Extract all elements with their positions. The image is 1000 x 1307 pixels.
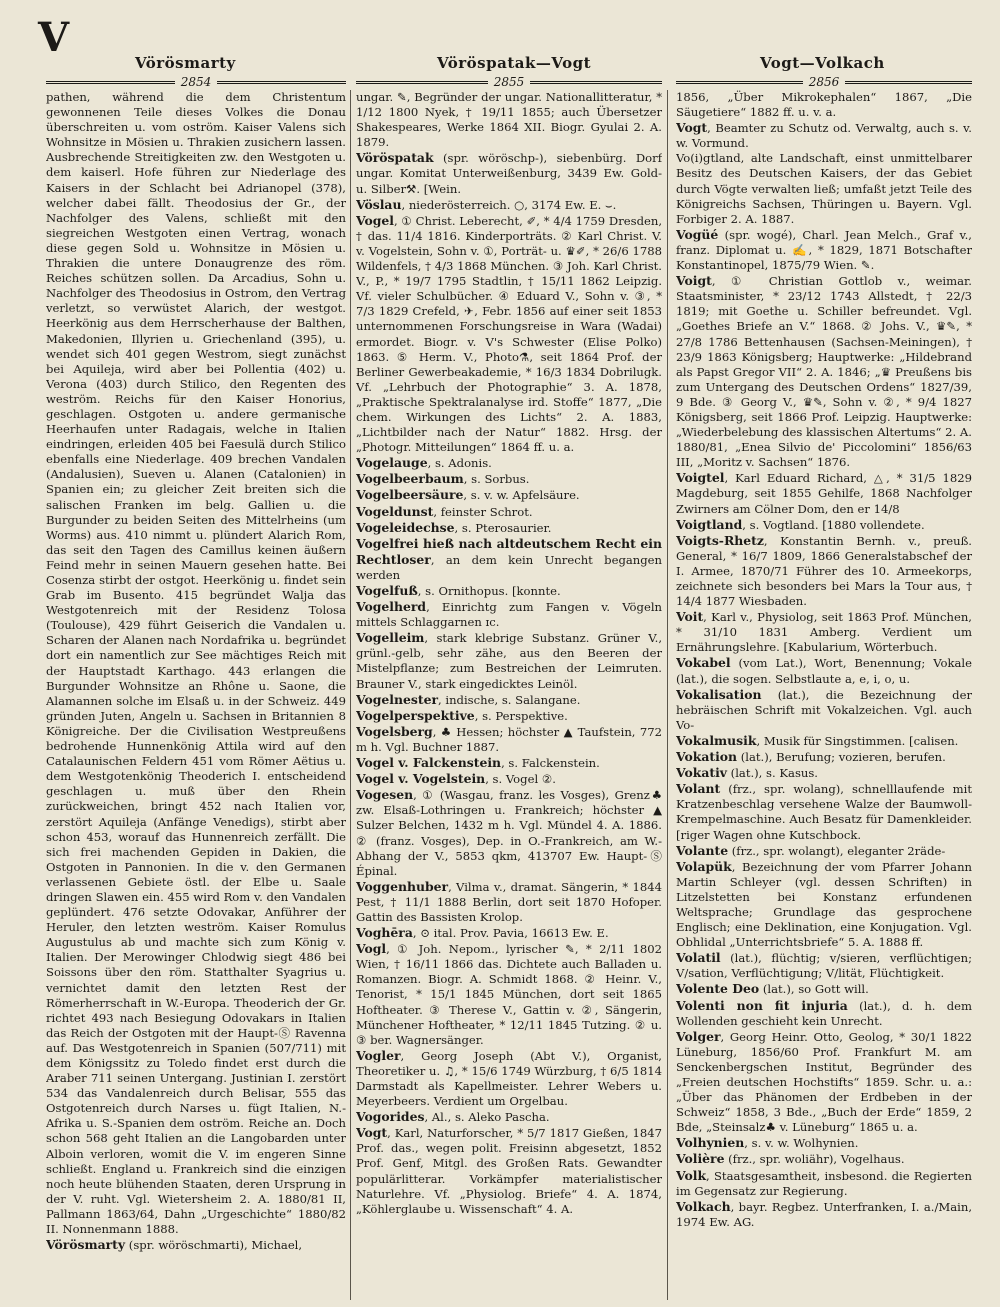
column-right	[676, 90, 972, 1300]
entry-headword: Vogelfrei hieß nach altdeutschem Recht ein Rechtloser	[356, 535, 662, 567]
entry-headword: Vokalisation	[676, 686, 762, 702]
dictionary-entry: Vo(i)gtland, alte Landschaft, einst unmittelbarer Besitz des Deutschen Kaisers, der das Gebiet durch Vögte verwalten ließ; umfaßt jetzt Teile des Königreichs Sachsen, Thüringen u. Bayern. Vgl. Forbiger 2. A. 1887.	[676, 151, 972, 226]
divider	[530, 81, 662, 84]
entry-headword: Vogel v. Falckenstein	[356, 755, 502, 771]
pagenum-right-row	[676, 74, 972, 90]
entry-headword: Volente Deo	[676, 981, 760, 997]
dictionary-entry: Vogelsberg, ♣ Hessen; höchster ▲ Taufstein, 772 m h. Vgl. Buchner 1887.	[356, 723, 662, 754]
dictionary-entry: Vokabel (vom Lat.), Wort, Benennung; Vokale (lat.), die sogen. Selbstlaute a, e, i, o, u.	[676, 655, 972, 686]
dictionary-entry: Vogelnester, indische, s. Salangane.	[356, 691, 581, 707]
dictionary-entry: Volhynien, s. v. w. Wolhynien.	[676, 1135, 859, 1151]
dictionary-entry: Volk, Staatsgesamtheit, insbesond. die Regierten im Gegensatz zur Regierung.	[676, 1167, 972, 1198]
divider	[356, 81, 488, 84]
entry-headword: Vogelherd	[356, 599, 427, 615]
section-letter: V	[38, 14, 70, 61]
dictionary-entry: Vokation (lat.), Berufung; vozieren, berufen.	[676, 749, 946, 765]
dictionary-entry: Vogl, ① Joh. Nepom., lyrischer ✎, * 2/11 1802 Wien, † 16/11 1866 das. Dichtete auch Balladen u. Romanzen. Biogr. A. Schmidt 1868. ② Heinr. V., Tenorist, * 15/1 1845 München, dort seit 1865 Hoftheater. ③ Therese V., Gattin v. ②, Sängerin, Münchener Hoftheater, * 12/11 1845 Tutzing. ② u. ③ ber. Wagnersänger.	[356, 941, 662, 1047]
dictionary-entry: Voggenhuber, Vilma v., dramat. Sängerin, * 1844 Pest, † 11/1 1888 Berlin, dort seit 1870 Hofoper. Gattin des Bassisten Krolop.	[356, 878, 662, 924]
dictionary-entry: Vogeldunst, feinster Schrot.	[356, 503, 533, 519]
divider	[845, 81, 972, 84]
dictionary-entry: Vogelleim, stark klebrige Substanz. Grüner V., grünl.-gelb, sehr zähe, aus den Beeren der Mistelpflanze; zum Bestreichen der Leimruten. Brauner V., stark eingedicktes Leinöl.	[356, 630, 662, 691]
dictionary-entry: Vogesen, ① (Wasgau, franz. les Vosges), Grenz♣ zw. Elsaß-Lothringen u. Frankreich; höchster ▲ Sulzer Belchen, 1432 m h. Vgl. Mündel 4. A. 1886. ② (franz. Vosges), Dep. in O.-Frankreich, am W.-Abhang der V., 5853 qkm, 413707 Ew. Haupt-Ⓢ Épinal.	[356, 787, 662, 878]
entry-headword: Voigtland	[676, 516, 743, 532]
header-center: Vöröspatak—Vogt	[437, 54, 592, 72]
entry-headword: Vörösmarty	[46, 1237, 126, 1253]
dictionary-entry: Vokalisation (lat.), die Bezeichnung der hebräischen Schrift mit Vokalzeichen. Vgl. auch Vo-	[676, 686, 972, 732]
entry-headword: Vokabel	[676, 655, 731, 671]
dictionary-entry: Vogelperspektive, s. Perspektive.	[356, 707, 568, 723]
dictionary-entry: Vogorides, Al., s. Aleko Pascha.	[356, 1109, 550, 1125]
header-left: Vörösmarty	[135, 54, 236, 72]
dictionary-entry: Vokativ (lat.), s. Kasus.	[676, 765, 818, 781]
dictionary-entry: Vogel, ① Christ. Leberecht, ✐, * 4/4 1759 Dresden, † das. 11/4 1816. Kinderporträts. ② Karl Christ. V. v. Vogelstein, Sohn v. ①, Porträt- u. ♛✐, * 26/6 1788 Wildenfels, † 4/3 1868 München. ③ Joh. Karl Christ. V., P., * 19/7 1795 Stadtlin, † 15/11 1862 Leipzig. Vf. vieler Schulbücher. ④ Eduard V., Sohn v. ③, * 7/3 1829 Crefeld, ✈, Febr. 1856 auf einer seit 1853 unternommenen Forschungsreise in Wara (Wadai) ermordet. Biogr. v. V's Schwester (Elise Polko) 1863. ⑤ Herm. V., Photo⚗, seit 1864 Prof. der Berliner Gewerbeakademie, * 16/3 1834 Dobrilugk. Vf. „Lehrbuch der Photographie“ 3. A. 1878, „Praktische Spektralanalyse ird. Stoffe“ 1877, „Die chem. Wirkungen des Lichts“ 2. A. 1883, „Lichtbilder nach der Natur“ 1882. Hrsg. der „Photogr. Mitteilungen“ 1864 ff. u. a.	[356, 212, 662, 455]
entry-headword: Volapük	[676, 858, 732, 874]
dictionary-entry: Volger, Georg Heinr. Otto, Geolog, * 30/1 1822 Lüneburg, 1856/60 Prof. Frankfurt M. am Senckenbergschen Institut, Begründer des „Freien deutschen Hochstifts“ 1859. Schr. u. a.: „Über das Phänomen der Erdbeben in der Schweiz“ 1858, 3 Bde., „Buch der Erde“ 1859, 2 Bde, „Steinsalz♣ v. Lüneburg“ 1865 u. a.	[676, 1028, 972, 1135]
entry-headword: Vöröspatak	[356, 150, 434, 166]
dictionary-entry: Vogel v. Falckenstein, s. Falckenstein.	[356, 755, 600, 771]
page-number-center: 2855	[493, 75, 525, 89]
dictionary-entry: Vogelbeerbaum, s. Sorbus.	[356, 471, 530, 487]
dictionary-entry: Vogüé (spr. wogé), Charl. Jean Melch., Graf v., franz. Diplomat u. ✍, * 1829, 1871 Botschafter Konstantinopel, 1875/79 Wien. ✎.	[676, 226, 972, 273]
entry-headword: Vogelbeerbaum	[356, 471, 464, 487]
dictionary-entry: Volenti non fit injuria (lat.), d. h. dem Wollenden geschieht kein Unrecht.	[676, 997, 972, 1028]
dictionary-entry: Vogler, Georg Joseph (Abt V.), Organist, Theoretiker u. ♫, * 15/6 1749 Würzburg, † 6/5 1814 Darmstadt als Kapellmeister. Lehrer Webers u. Meyerbeers. Verdient um Orgelbau.	[356, 1047, 662, 1109]
dictionary-entry: Vogelbeersäure, s. v. w. Apfelsäure.	[356, 487, 580, 503]
entry-headword: Vogelfuß	[356, 583, 418, 598]
entry-headword: Voggenhuber	[356, 878, 449, 894]
dictionary-entry: Vöröspatak (spr. wöröschp-), siebenbürg. Dorf ungar. Komitat Unterweißenburg, 3439 Ew. Gold- u. Silber⚒. [Wein.	[356, 150, 662, 196]
dictionary-entry: Volapük, Bezeichnung der vom Pfarrer Johann Martin Schleyer (vgl. dessen Schriften) in Litzelstetten bei Konstanz erfundenen Weltsprache; Grundlage das gesprochene Englisch; eine Deklination, eine Konjugation. Vgl. Obhlidal „Unterrichtsbriefe“ 5. A. 1888 ff.	[676, 858, 972, 950]
divider	[676, 81, 803, 84]
entry-headword: Vogelauge	[356, 455, 428, 471]
dictionary-entry: Volant (frz., spr. wolang), schnelllaufende mit Kratzenbeschlag versehene Walze der Baumwoll-Krempelmaschine. Auch Besatz für Damenkleider. [riger Wagen ohne Kutschbock.	[676, 781, 972, 842]
entry-headword: Volant	[676, 781, 721, 797]
dictionary-entry: Vöslau, niederösterreich. ○, 3174 Ew. E. ⌣.	[356, 196, 617, 212]
dictionary-entry: Voghēra, ⊙ ital. Prov. Pavia, 16613 Ew. E.	[356, 925, 609, 941]
dictionary-entry: pathen, während die dem Christentum gewonnenen Teile dieses Volkes die Donau überschreiten u. vom oström. Kaiser Valens sich Wohnsitze in Mösien u. Thrakien zusichern lassen. Ausbrechende Streitigkeiten zw. den Westgoten u. dem kaiserl. Hofe führen zur Niederlage des Kaisers in der Schlacht bei Adrianopel (378), welcher dabei fällt. Theodosius der Gr., der Nachfolger des Valens, schließt mit den siegreichen Westgoten einen Vertrag, wonach diese gegen Sold u. Wohnsitze in Mösien u. Thrakien die untere Donaugrenze des röm. Reiches schützen sollen. Da Arcadius, Sohn u. Nachfolger des Theodosius in Ostrom, den Vertrag verletzt, so verwüstet Alarich, der westgot. Heerkönig aus dem Herrscherhause der Balthen, Makedonien, Illyrien u. Griechenland (395), u. wendet sich 401 gegen Westrom, siegt zunächst bei Aquileja, wird aber bei Pollentia (402) u. Verona (403) durch Stilico, den Regenten des weström. Reichs für den Kaiser Honorius, geschlagen. Ostgoten u. andere germanische Heerhaufen unter Radagais, welche in Italien eindringen, erleiden 405 bei Faesulä durch Stilico ebenfalls eine Niederlage. 409 brechen Vandalen (Andalusien), Sueven u. Alanen (Catalonien) in Spanien ein; zu gleicher Zeit breiten sich die salischen Franken im belg. Gallien u. die Burgunder zu beiden Seiten des Mittelrheins (um Worms) aus. 410 nimmt u. plündert Alarich Rom, das seit den Tagen des Camillus keinen äußern Feind mehr in seinen Mauern gesehen hatte. Bei Cosenza stirbt der ostgot. Heerkönig u. findet sein Grab im Busento. 415 begründet Walja das Westgotenreich mit der Residenz Tolosa (Toulouse), 429 führt Geiserich die Vandalen u. Scharen der Alanen nach Nordafrika u. begründet dort ein namentlich zur See mächtiges Reich mit der Hauptstadt Karthago. 443 erlangen die Burgunder Wohnsitze an Rhône u. Saone, die Alamannen solche im Elsaß u. in der Schweiz. 449 gründen Juten, Angeln u. Sachsen in Britannien 8 Königreiche. Der die Civilisation Westpreußens bedrohende Hunnenkönig Attila wird auf den Catalaunischen Feldern 451 vom Römer Aëtius u. dem Westgotenkönig Theoderich I. entscheidend geschlagen u. muß über den Rhein zurückweichen, bringt 452 nach Italien vor, zerstört Aquileja (Anfänge Venedigs), stirbt aber schon 453, worauf das Hunnenreich zerfällt. Die sich frei machenden Gepiden in Dakien, die Ostgoten in Pannonien. In die v. den Germanen verlassenen Gebiete östl. der Elbe u. Saale dringen Slawen ein. 455 wird Rom v. den Vandalen geplündert. 476 setzte Odovakar, Anführer der Heruler, den letzten weström. Kaiser Romulus Augustulus ab und machte sich zum König v. Italien. Der Merowinger Chlodwig siegt 486 bei Soissons über den röm. Statthalter Syagrius u. vernichtet damit den letzten Rest der Römerherrschaft in W.-Europa. Theoderich der Gr. richtet 493 nach Besiegung Odovakars in Italien das Reich der Ostgoten mit der Haupt-Ⓢ Ravenna auf. Das Westgotenreich in Spanien (507/711) mit dem Königssitz zu Toledo findet erst durch die Araber 711 seinen Untergang. Justinian I. zerstört 534 das Vandalenreich durch Belisar, 555 das Ostgotenreich durch Narses u. fügt Italien, N.-Afrika u. S.-Spanien dem oström. Reiche an. Doch schon 568 geht Italien an die Langobarden unter Alboin verloren, womit die V. im engeren Sinne schließt. England u. Frankreich sind die einzigen noch heute blühenden Staaten, deren Ursprung in der V. ruht. Vgl. Wietersheim 2. A. 1880/81 II, Pallmann 1863/64, Dahn „Urgeschichte“ 1880/82 II. Nonnenmann 1888.	[46, 90, 346, 1237]
entry-headword: Vogelperspektive	[356, 707, 475, 723]
dictionary-entry: Voigts-Rhetz, Konstantin Bernh. v., preuß. General, * 16/7 1809, 1866 Generalstabschef der I. Armee, 1870/71 Führer des 10. Armeekorps, zeichnete sich besonders bei Mars la Tour aus, † 14/4 1877 Wiesbaden.	[676, 532, 972, 609]
entry-headword: Vokativ	[676, 765, 727, 781]
entry-headword: Voit	[676, 609, 704, 625]
entry-headword: Voigt	[676, 273, 712, 289]
entry-headword: Volkach	[676, 1198, 731, 1214]
dictionary-entry: Vogelfuß, s. Ornithopus. [konnte.	[356, 583, 561, 598]
entry-headword: Volante	[676, 842, 729, 858]
entry-headword: Vogt	[356, 1125, 388, 1141]
pagenum-center-row	[356, 74, 662, 90]
entry-headword: Vogelnester	[356, 691, 438, 707]
entry-headword: Vöslau	[356, 196, 402, 212]
entry-headword: Vokalmusik	[676, 732, 757, 748]
dictionary-entry: 1856, „Über Mikrokephalen“ 1867, „Die Säugetiere“ 1882 ff. u. v. a.	[676, 90, 972, 120]
dictionary-entry: Vogelfrei hieß nach altdeutschem Recht ein Rechtloser, an dem kein Unrecht begangen werden	[356, 535, 662, 582]
entry-headword: Vogeldunst	[356, 503, 434, 519]
dictionary-entry: Vogt, Karl, Naturforscher, * 5/7 1817 Gießen, 1847 Prof. das., wegen polit. Freisinn abgesetzt, 1852 Prof. Genf, Mitgl. des Großen Rats. Gewandter populärlitterar. Vorkämpfer materialistischer Naturlehre. Vf. „Physiolog. Briefe“ 4. A. 1874, „Köhlerglaube u. Wissenschaft“ 4. A.	[356, 1125, 662, 1216]
entry-headword: Volger	[676, 1028, 721, 1044]
entry-headword: Vogesen	[356, 787, 414, 803]
entry-headword: Vogelbeersäure	[356, 487, 464, 503]
header-right: Vogt—Volkach	[760, 54, 885, 72]
dictionary-entry: Vogel v. Vogelstein, s. Vogel ②.	[356, 771, 556, 787]
column-middle	[356, 90, 662, 1300]
dictionary-entry: Vogelauge, s. Adonis.	[356, 455, 492, 471]
page-number-left: 2854	[180, 75, 212, 89]
entry-headword: Vogel	[356, 212, 394, 228]
entry-headword: Vogeleidechse	[356, 519, 455, 535]
entry-headword: Vogel v. Vogelstein	[356, 771, 486, 787]
dictionary-entry: Voigtel, Karl Eduard Richard, △, * 31/5 1829 Magdeburg, seit 1855 Gehilfe, 1868 Nachfolger Zwirners am Cölner Dom, den er 14/8	[676, 470, 972, 516]
dictionary-entry: Volente Deo (lat.), so Gott will.	[676, 981, 869, 997]
entry-headword: Volenti non fit injuria	[676, 997, 848, 1013]
dictionary-entry: Voigt, ① Christian Gottlob v., weimar. Staatsminister, * 23/12 1743 Allstedt, † 22/3 1819; mit Goethe u. Schiller befreundet. Vgl. „Goethes Briefe an V.“ 1868. ② Johs. V., ♛✎, * 27/8 1786 Bettenhausen (Sachsen-Meiningen), † 23/9 1863 Königsberg; Hauptwerke: „Hildebrand als Papst Gregor VII“ 2. A. 1846; „♛ Preußens bis zum Untergang des Deutschen Ordens“ 1827/39, 9 Bde. ③ Georg V., ♛✎, Sohn v. ②, * 9/4 1827 Königsberg, seit 1866 Prof. Leipzig. Hauptwerke: „Wiederbelebung des klassischen Altertums“ 2. A. 1880/81, „Enea Silvio de' Piccolomini“ 1856/63 III, „Moritz v. Sachsen“ 1876.	[676, 273, 972, 470]
entry-headword: Vogl	[356, 941, 387, 957]
dictionary-entry: Volante (frz., spr. wolangt), eleganter 2räde-	[676, 842, 946, 858]
column-left	[46, 90, 346, 1300]
dictionary-entry: Vogelherd, Einrichtg zum Fangen v. Vögeln mittels Schlaggarnen ɪc.	[356, 599, 662, 630]
dictionary-entry: Voigtland, s. Vogtland. [1880 vollendete.	[676, 516, 925, 532]
page-number-right: 2856	[808, 75, 840, 89]
entry-headword: Vogelsberg	[356, 723, 433, 739]
divider	[217, 81, 346, 84]
divider	[46, 81, 175, 84]
entry-headword: Vokation	[676, 749, 738, 765]
column-divider	[667, 90, 668, 1300]
entry-headword: Volk	[676, 1167, 707, 1183]
entry-headword: Volatil	[676, 950, 721, 966]
entry-headword: Vogorides	[356, 1109, 425, 1125]
dictionary-entry: Volkach, bayr. Regbez. Unterfranken, I. a./Main, 1974 Ew. AG.	[676, 1198, 972, 1229]
dictionary-entry: Vogt, Beamter zu Schutz od. Verwaltg, auch s. v. w. Vormund.	[676, 120, 972, 151]
entry-headword: Voigtel	[676, 470, 725, 486]
dictionary-entry: Vokalmusik, Musik für Singstimmen. [calisen.	[676, 732, 959, 748]
entry-headword: Vogt	[676, 120, 708, 136]
dictionary-entry: Volière (frz., spr. woliähr), Vogelhaus.	[676, 1151, 905, 1167]
column-divider	[350, 90, 351, 1300]
entry-headword: Vogüé	[676, 226, 719, 242]
entry-headword: Volhynien	[676, 1135, 745, 1151]
entry-headword: Volière	[676, 1151, 725, 1167]
dictionary-entry: Voit, Karl v., Physiolog, seit 1863 Prof. München, * 31/10 1831 Amberg. Verdient um Ernährungslehre. [Kabularium, Wörterbuch.	[676, 609, 972, 655]
pagenum-left-row	[46, 74, 346, 90]
entry-headword: Vogelleim	[356, 630, 425, 646]
dictionary-entry: Volatil (lat.), flüchtig; v/sieren, verflüchtigen; V/sation, Verflüchtigung; V/lität, Flüchtigkeit.	[676, 950, 972, 981]
entry-headword: Vogler	[356, 1047, 401, 1063]
dictionary-entry: Vogeleidechse, s. Pterosaurier.	[356, 519, 552, 535]
entry-headword: Voigts-Rhetz	[676, 532, 764, 548]
dictionary-entry: ungar. ✎, Begründer der ungar. Nationallitteratur, * 1/12 1800 Nyek, † 19/11 1855; auch Übersetzer Shakespeares, Werke 1864 XII. Biogr. Gyulai 2. A. 1879.	[356, 90, 662, 150]
dictionary-entry: Vörösmarty (spr. wöröschmarti), Michael,	[46, 1237, 303, 1253]
entry-headword: Voghēra	[356, 925, 413, 941]
